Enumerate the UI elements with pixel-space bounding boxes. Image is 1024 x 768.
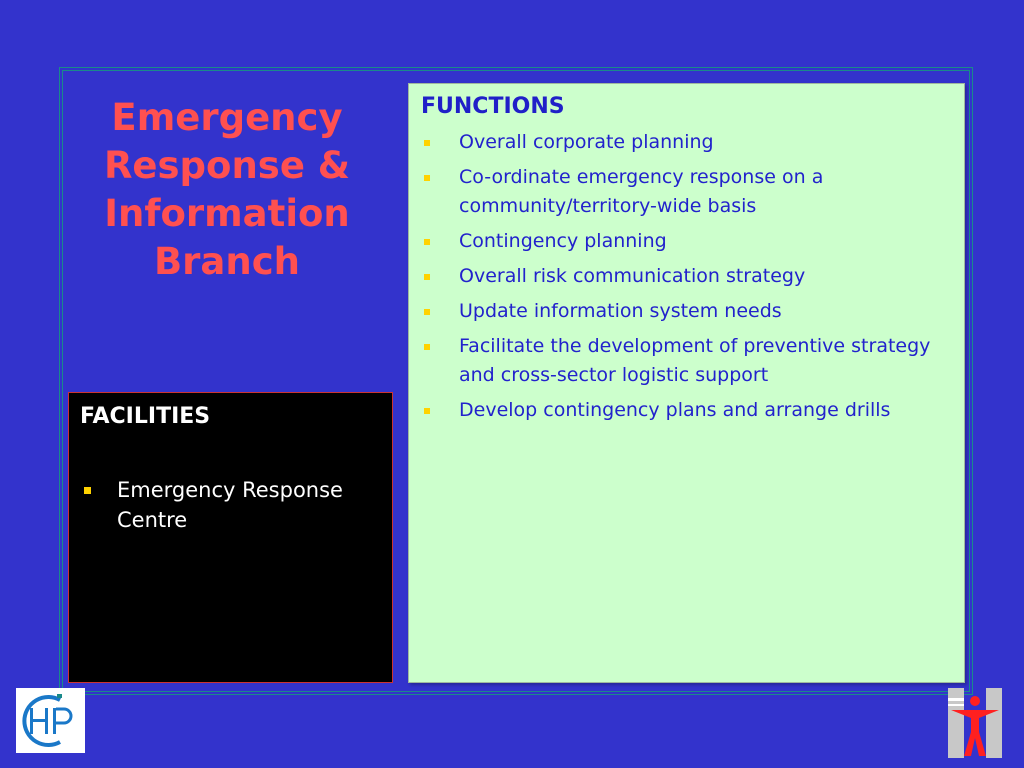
bullet-icon xyxy=(424,274,430,280)
bullet-icon xyxy=(424,175,430,181)
list-item-label: Update information system needs xyxy=(459,300,782,322)
bullet-icon xyxy=(424,309,430,315)
list-item xyxy=(421,262,954,291)
functions-list xyxy=(421,128,954,425)
list-item xyxy=(421,396,954,425)
list-item xyxy=(421,297,954,326)
bullet-icon xyxy=(424,408,430,414)
list-item-label: Contingency planning xyxy=(459,230,667,252)
facilities-list xyxy=(80,475,382,535)
facilities-heading: FACILITIES xyxy=(80,404,211,429)
facilities-box xyxy=(68,392,393,683)
bullet-icon xyxy=(84,487,91,494)
list-item-label: Overall risk communication strategy xyxy=(459,265,806,287)
list-item-label: Facilitate the development of preventive strategy and cross-sector logistic support xyxy=(459,335,931,386)
functions-box xyxy=(408,83,965,683)
list-item xyxy=(421,163,954,221)
bullet-icon xyxy=(424,344,430,350)
list-item xyxy=(80,475,382,535)
functions-heading: FUNCTIONS xyxy=(421,94,565,119)
list-item xyxy=(421,332,954,390)
bullet-icon xyxy=(424,239,430,245)
list-item xyxy=(421,128,954,157)
list-item xyxy=(421,227,954,256)
list-item-label: Develop contingency plans and arrange drills xyxy=(459,399,891,421)
human-figure-icon xyxy=(946,688,1004,758)
list-item-label: Emergency Response Centre xyxy=(117,478,343,532)
bullet-icon xyxy=(424,140,430,146)
list-item-label: Co-ordinate emergency response on a community/territory-wide basis xyxy=(459,166,824,217)
logo-divider xyxy=(57,694,62,698)
list-item-label: Overall corporate planning xyxy=(459,131,714,153)
slide-title: Emergency Response & Information Branch xyxy=(103,96,351,283)
chp-logo-icon xyxy=(16,688,85,753)
